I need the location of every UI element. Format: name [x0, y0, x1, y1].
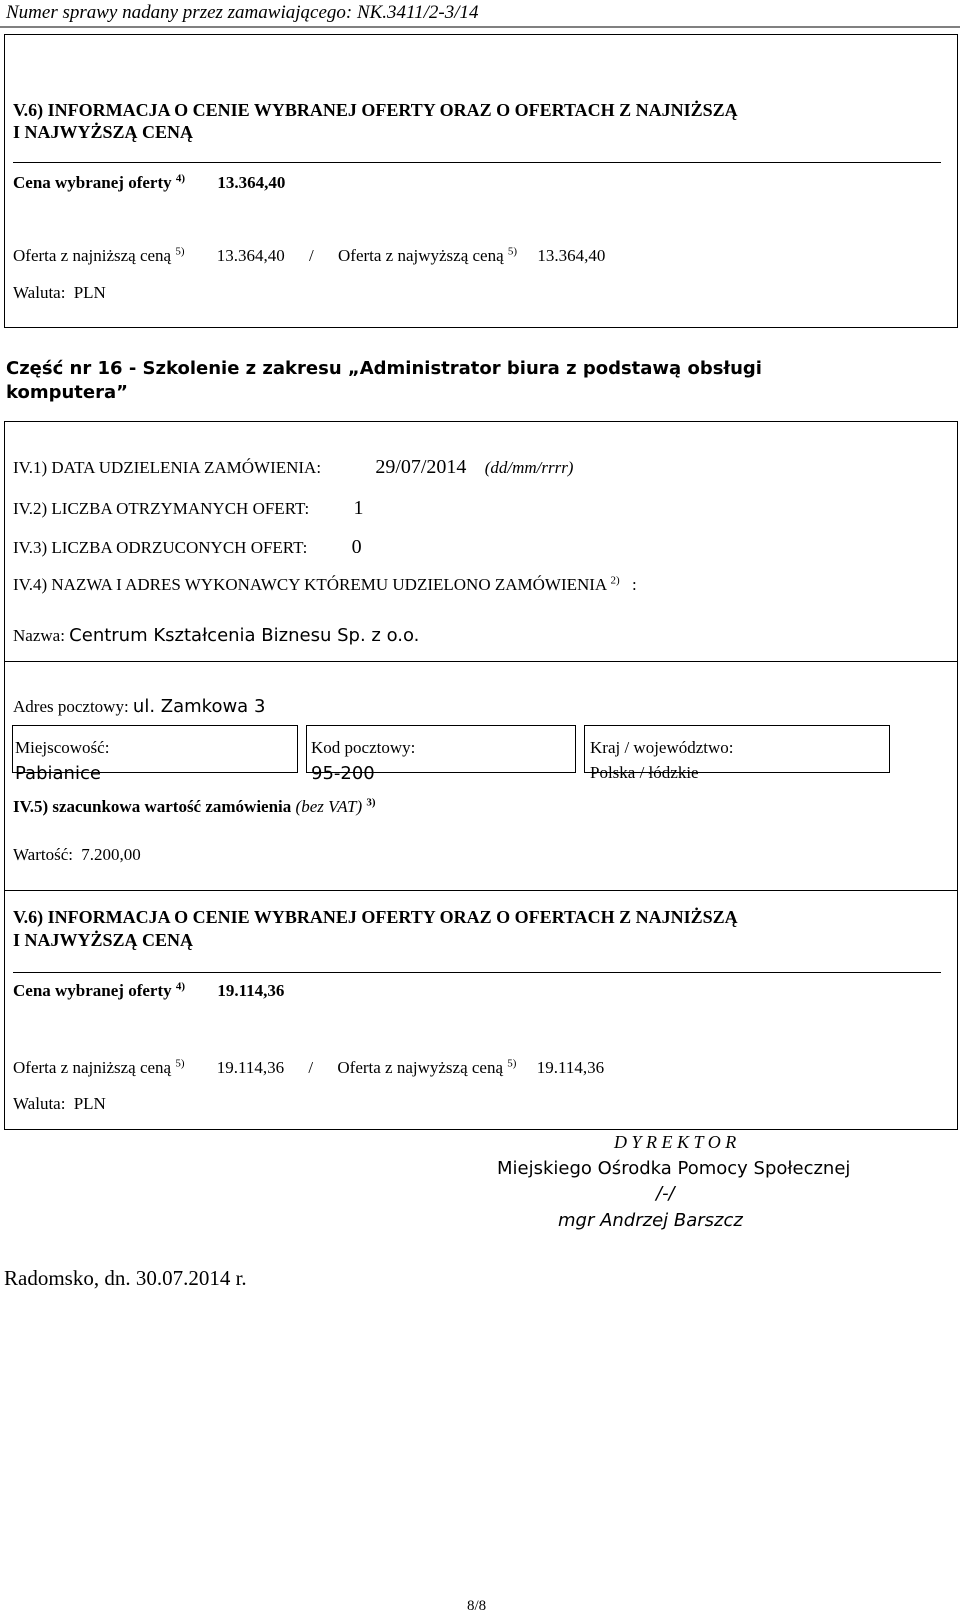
date-format-hint: (dd/mm/rrrr): [484, 458, 574, 477]
offers-rejected-value: 0: [351, 536, 362, 558]
signature-name: mgr Andrzej Barszcz: [558, 1210, 743, 1231]
currency-row: [13, 1094, 106, 1114]
footnote-ref: 5): [175, 245, 185, 258]
postal-value: 95-200: [311, 763, 375, 784]
selected-offer-value: 13.364,40: [217, 173, 286, 192]
footnote-ref: 3): [366, 796, 376, 809]
address-row: [13, 696, 265, 717]
iv3-row: [13, 536, 362, 559]
award-date-value: 29/07/2014: [375, 456, 467, 478]
section-divider: [13, 972, 941, 973]
highest-offer-label: Oferta z najwyższą ceną: [337, 1058, 504, 1077]
footnote-ref: 4): [175, 980, 186, 993]
iv2-row: [13, 497, 364, 520]
currency-label: Waluta:: [13, 283, 66, 302]
section-title-v6-line2: I NAJWYŻSZĄ CENĄ: [13, 930, 194, 950]
selected-offer-row: [13, 173, 285, 193]
signature-signed-mark: /-/: [656, 1183, 675, 1204]
region-value: Polska / łódzkie: [590, 763, 699, 782]
estimated-value-row: [13, 845, 141, 865]
iv2-label: IV.2) LICZBA OTRZYMANYCH OFERT:: [13, 499, 310, 518]
currency-label: Waluta:: [13, 1094, 66, 1113]
award-info-box: [4, 421, 958, 891]
signature-institution: Miejskiego Ośrodka Pomocy Społecznej: [497, 1158, 851, 1179]
part-title-line2: komputera”: [6, 382, 128, 403]
section-title-v6-line2: I NAJWYŻSZĄ CENĄ: [13, 122, 194, 142]
separator: /: [308, 1058, 314, 1077]
iv5-label: IV.5) szacunkowa wartość zamówienia: [13, 797, 292, 816]
iv5-row: [13, 797, 376, 817]
place-date: Radomsko, dn. 30.07.2014 r.: [4, 1266, 247, 1290]
currency-row: [13, 283, 106, 303]
lowest-offer-value: 13.364,40: [216, 246, 285, 265]
selected-offer-label: Cena wybranej oferty: [13, 173, 172, 192]
iv1-label: IV.1) DATA UDZIELENIA ZAMÓWIENIA:: [13, 458, 322, 477]
part-title-line1: Część nr 16 - Szkolenie z zakresu „Administrator biura z podstawą obsługi: [6, 358, 762, 379]
footnote-ref: 5): [507, 245, 518, 258]
footnote-ref: 2): [610, 574, 620, 587]
iv1-row: [13, 456, 573, 479]
lowest-offer-label: Oferta z najniższą ceną: [13, 246, 172, 265]
currency-value: PLN: [73, 283, 106, 302]
separator: /: [309, 246, 314, 265]
iv5-vat-note: (bez VAT): [295, 797, 363, 816]
address-label: Adres pocztowy:: [13, 697, 129, 716]
section-title-v6-line1: V.6) INFORMACJA O CENIE WYBRANEJ OFERTY ORAZ O OFERTACH Z NAJNIŻSZĄ: [13, 100, 738, 120]
highest-offer-label: Oferta z najwyższą ceną: [338, 246, 504, 265]
postal-label: Kod pocztowy:: [311, 738, 416, 757]
name-divider: [4, 661, 958, 662]
name-label: Nazwa:: [13, 626, 65, 645]
estimated-value-label: Wartość:: [13, 845, 73, 864]
page-number: 8/8: [467, 1598, 487, 1614]
city-value: Pabianice: [15, 763, 101, 784]
contractor-name-value: Centrum Kształcenia Biznesu Sp. z o.o.: [69, 625, 420, 646]
region-label: Kraj / województwo:: [590, 738, 734, 757]
selected-offer-label: Cena wybranej oferty: [13, 981, 172, 1000]
section-divider: [13, 162, 941, 163]
selected-offer-value: 19.114,36: [217, 981, 285, 1000]
iv4-row: [13, 575, 637, 595]
address-value: ul. Zamkowa 3: [132, 696, 266, 717]
footnote-ref: 5): [507, 1057, 517, 1070]
iv4-colon: :: [631, 575, 637, 594]
iv4-label: IV.4) NAZWA I ADRES WYKONAWCY KTÓREMU UDZIELONO ZAMÓWIENIA: [13, 575, 607, 594]
selected-offer-row: [13, 981, 284, 1001]
signature-title: D Y R E K T O R: [614, 1132, 737, 1152]
lowest-highest-row: [13, 246, 605, 266]
case-number-text: Numer sprawy nadany przez zamawiającego: NK.3411/2-3/14: [6, 2, 479, 23]
estimated-value: 7.200,00: [81, 845, 141, 864]
offers-received-value: 1: [353, 497, 364, 519]
lowest-offer-label: Oferta z najniższą ceną: [13, 1058, 172, 1077]
section-title-v6-line1: V.6) INFORMACJA O CENIE WYBRANEJ OFERTY ORAZ O OFERTACH Z NAJNIŻSZĄ: [13, 907, 738, 927]
iv3-label: IV.3) LICZBA ODRZUCONYCH OFERT:: [13, 538, 308, 557]
highest-offer-value: 13.364,40: [537, 246, 606, 265]
lowest-highest-row: [13, 1058, 604, 1078]
footnote-ref: 5): [175, 1057, 185, 1070]
city-label: Miejscowość:: [15, 738, 110, 757]
contractor-name-row: [13, 625, 419, 646]
lowest-offer-value: 19.114,36: [216, 1058, 285, 1077]
highest-offer-value: 19.114,36: [536, 1058, 605, 1077]
currency-value: PLN: [73, 1094, 106, 1113]
footnote-ref: 4): [175, 172, 186, 185]
